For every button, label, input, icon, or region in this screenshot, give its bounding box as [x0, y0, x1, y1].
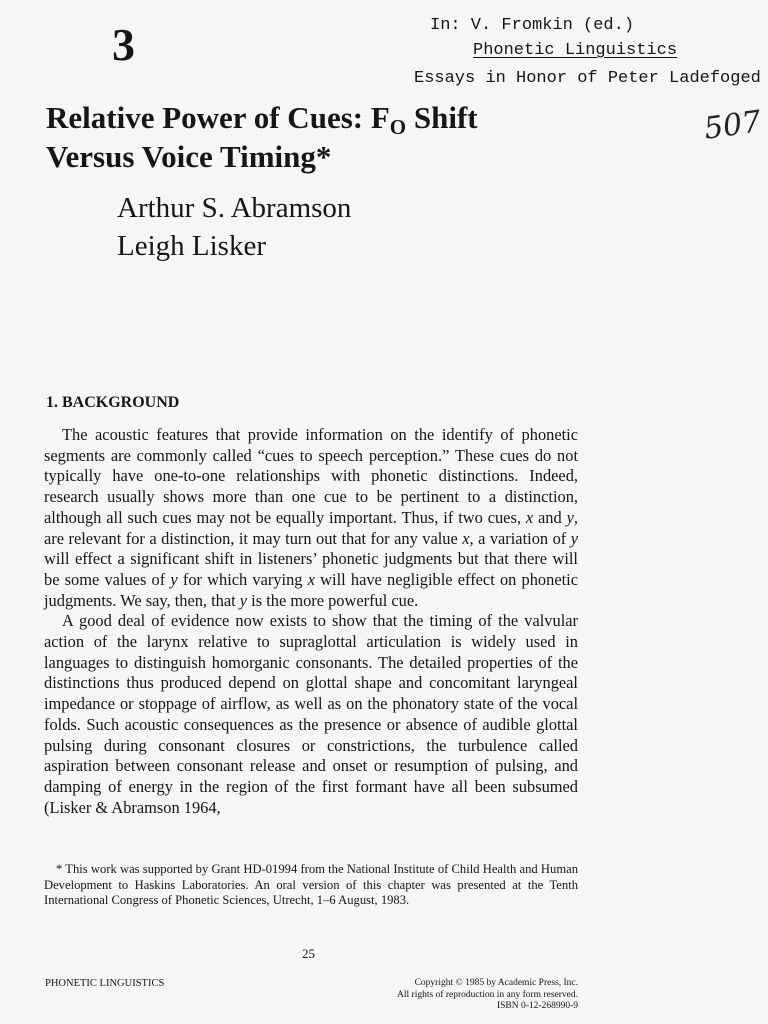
copyright-line: Copyright © 1985 by Academic Press, Inc.	[414, 978, 578, 988]
rights-line: All rights of reproduction in any form reserved.	[397, 989, 578, 1000]
chapter-number: 3	[112, 19, 135, 70]
section-heading: 1. BACKGROUND	[46, 394, 180, 411]
book-title: Phonetic Linguistics	[473, 41, 678, 60]
source-citation: In: V. Fromkin (ed.)	[430, 16, 635, 35]
page-number: 25	[302, 946, 315, 961]
footnote: * This work was supported by Grant HD-01994 from the National Institute of Child Health and Human Development to Haskins Laboratories. An oral version of this chapter was presented at the Tenth International Congress of Phonetic Sciences, Utrecht, 1–6 August, 1983.	[44, 862, 578, 908]
chapter-title-line-1: Relative Power of Cues: FO Shift	[46, 100, 478, 139]
handwritten-page-note: 507	[701, 104, 764, 147]
author-2: Leigh Lisker	[117, 230, 266, 262]
paragraph-1: The acoustic features that provide information on the identify of phonetic segments are commonly called “cues to speech perception.” These cues do not typically have one-to-one relationships with phonetic distinctions. Indeed, research usually shows more than one cue to be pertinent to a distinction, although all such cues may not be equally important. Thus, if two cues, x and y, are relevant for a distinction, it may turn out that for any value x, a variation of y will effect a significant shift in listeners’ phonetic judgments but that there will be some values of y for which varying x will have negligible effect on phonetic judgments. We say, then, that y is the more powerful cue.	[44, 425, 578, 610]
title-subscript: O	[389, 115, 407, 139]
book-subtitle: Essays in Honor of Peter Ladefoged	[414, 69, 761, 88]
footer-copyright-block	[397, 978, 578, 1013]
author-1: Arthur S. Abramson	[117, 192, 352, 224]
body-text	[44, 425, 578, 818]
chapter-title-line-2: Versus Voice Timing*	[46, 139, 332, 174]
paragraph-2: A good deal of evidence now exists to show that the timing of the valvular action of the larynx relative to supraglottal articulation is widely used in languages to distinguish homorganic consonants. The detailed properties of the distinctions thus produced depend on glottal shape and concomitant laryngeal impedance or stoppage of airflow, as well as on the phonatory state of the vocal folds. Such acoustic consequences as the presence or absence of audible glottal pulsing during consonant closures or constrictions, the turbulence called aspiration between consonant release and onset or resumption of pulsing, and damping of energy in the region of the first formant have all been subsumed (Lisker & Abramson 1964,	[44, 611, 578, 817]
isbn-line: ISBN 0-12-268990-9	[496, 1001, 578, 1012]
footer-book-name: PHONETIC LINGUISTICS	[45, 978, 165, 989]
